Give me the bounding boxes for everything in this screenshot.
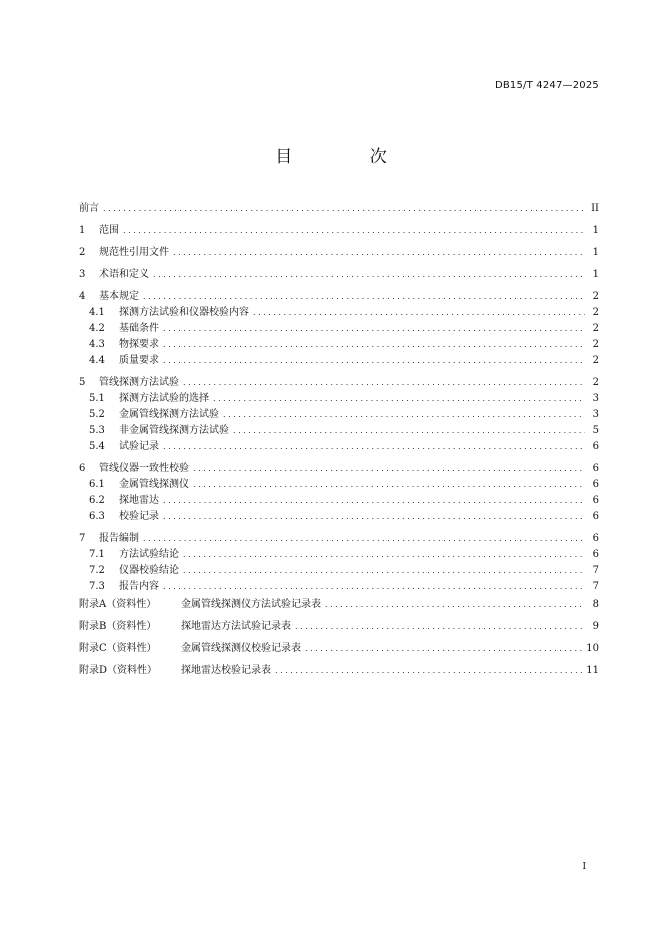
toc-entry-number: 4.4 xyxy=(89,355,105,366)
toc-leader-dots xyxy=(163,439,585,455)
toc-entry-title: 金属管线探测仪方法试验记录表 xyxy=(181,599,321,610)
toc-entry-number: 5.2 xyxy=(89,409,105,420)
toc-entry-number: 附录A（资料性） xyxy=(79,599,157,610)
toc-entry-title: 试验记录 xyxy=(119,441,159,452)
toc-entry-page: 2 xyxy=(592,323,599,334)
toc-entry-page: 1 xyxy=(592,269,599,280)
toc-entry-page: 6 xyxy=(592,441,599,452)
toc-entry-title: 探地雷达 xyxy=(119,495,159,506)
toc-leader-dots xyxy=(183,547,585,563)
toc-entry[interactable] xyxy=(79,477,599,493)
document-number: DB15/T 4247—2025 xyxy=(494,80,599,91)
toc-entry-number: 2 xyxy=(79,247,86,258)
toc-entry-number: 4.3 xyxy=(89,339,105,350)
toc-entry-number: 7.2 xyxy=(89,565,105,576)
toc-leader-dots xyxy=(183,563,585,579)
toc-entry[interactable] xyxy=(79,423,599,439)
toc-entry-page: 10 xyxy=(586,643,599,654)
toc-entry-title: 基础条件 xyxy=(119,323,159,334)
toc-entry-title: 前言 xyxy=(79,203,99,214)
toc-entry-number: 附录D（资料性） xyxy=(79,665,158,676)
toc-entry-number: 1 xyxy=(79,225,86,236)
toc-entry-page: 2 xyxy=(592,377,599,388)
toc-leader-dots xyxy=(163,493,585,509)
toc-entry-number: 6.2 xyxy=(89,495,105,506)
toc-entry[interactable] xyxy=(79,201,599,217)
toc-leader-dots xyxy=(163,321,585,337)
toc-entry-number: 4.2 xyxy=(89,323,105,334)
toc-entry-title: 报告编制 xyxy=(99,533,139,544)
toc-leader-dots xyxy=(143,289,585,305)
toc-leader-dots xyxy=(295,619,585,635)
page-title: 目 次 xyxy=(275,147,423,167)
toc-entry-number: 5.4 xyxy=(89,441,105,452)
toc-entry-number: 7 xyxy=(79,533,86,544)
toc-entry-page: 2 xyxy=(592,339,599,350)
toc-entry-page: 8 xyxy=(592,599,599,610)
toc-leader-dots xyxy=(103,201,585,217)
toc-leader-dots xyxy=(123,223,585,239)
toc-entry[interactable] xyxy=(79,305,599,321)
toc-entry-page: 3 xyxy=(592,409,599,420)
toc-leader-dots xyxy=(143,531,585,547)
toc-leader-dots xyxy=(153,267,585,283)
toc-leader-dots xyxy=(325,597,585,613)
toc-entry-title: 质量要求 xyxy=(119,355,159,366)
toc-entry[interactable] xyxy=(79,597,599,613)
toc-entry-page: 7 xyxy=(592,565,599,576)
toc-leader-dots xyxy=(183,375,585,391)
toc-entry[interactable] xyxy=(79,375,599,391)
toc-entry-title: 基本规定 xyxy=(99,291,139,302)
toc-entry-number: 4 xyxy=(79,291,86,302)
toc-entry-page: 2 xyxy=(592,291,599,302)
toc-entry[interactable] xyxy=(79,493,599,509)
toc-entry-number: 附录B（资料性） xyxy=(79,621,157,632)
toc-entry[interactable] xyxy=(79,531,599,547)
toc-entry[interactable] xyxy=(79,245,599,261)
toc-entry-page: 3 xyxy=(592,393,599,404)
toc-leader-dots xyxy=(275,663,582,679)
toc-entry-title: 探测方法试验的选择 xyxy=(119,393,209,404)
toc-entry[interactable] xyxy=(79,563,599,579)
toc-leader-dots xyxy=(163,353,585,369)
toc-entry[interactable] xyxy=(79,439,599,455)
toc-entry[interactable] xyxy=(79,641,599,657)
toc-entry[interactable] xyxy=(79,289,599,305)
toc-entry-number: 5.3 xyxy=(89,425,105,436)
toc-entry-number: 6.3 xyxy=(89,511,105,522)
toc-entry[interactable] xyxy=(79,619,599,635)
toc-entry-number: 7.3 xyxy=(89,581,105,592)
toc-leader-dots xyxy=(305,641,582,657)
toc-entry[interactable] xyxy=(79,337,599,353)
toc-entry-number: 4.1 xyxy=(89,307,105,318)
toc-entry-number: 7.1 xyxy=(89,549,105,560)
toc-entry-page: 1 xyxy=(592,225,599,236)
toc-leader-dots xyxy=(173,245,585,261)
toc-entry-number: 5 xyxy=(79,377,86,388)
toc-entry-page: II xyxy=(591,203,599,214)
toc-leader-dots xyxy=(193,461,585,477)
toc-entry[interactable] xyxy=(79,223,599,239)
toc-leader-dots xyxy=(163,337,585,353)
toc-entry-title: 探地雷达方法试验记录表 xyxy=(181,621,291,632)
toc-leader-dots xyxy=(163,579,585,595)
table-of-contents xyxy=(79,201,599,679)
toc-entry-title: 金属管线探测方法试验 xyxy=(119,409,219,420)
toc-entry-number: 3 xyxy=(79,269,86,280)
toc-entry-title: 规范性引用文件 xyxy=(99,247,169,258)
toc-leader-dots xyxy=(193,477,585,493)
toc-entry[interactable] xyxy=(79,267,599,283)
toc-entry-page: 6 xyxy=(592,511,599,522)
toc-entry-title: 探测方法试验和仪器校验内容 xyxy=(119,307,249,318)
toc-leader-dots xyxy=(223,407,585,423)
toc-entry-page: 6 xyxy=(592,533,599,544)
toc-entry[interactable] xyxy=(79,391,599,407)
toc-entry-title: 方法试验结论 xyxy=(119,549,179,560)
toc-entry-number: 6.1 xyxy=(89,479,105,490)
toc-entry[interactable] xyxy=(79,321,599,337)
page-number: I xyxy=(582,862,586,872)
toc-entry-page: 11 xyxy=(586,665,599,676)
toc-entry-title: 术语和定义 xyxy=(99,269,149,280)
toc-entry-page: 7 xyxy=(592,581,599,592)
toc-entry-page: 2 xyxy=(592,355,599,366)
toc-entry[interactable] xyxy=(79,461,599,477)
toc-entry-number: 附录C（资料性） xyxy=(79,643,157,654)
toc-entry-page: 6 xyxy=(592,463,599,474)
toc-entry-title: 金属管线探测仪 xyxy=(119,479,189,490)
toc-leader-dots xyxy=(233,423,585,439)
toc-leader-dots xyxy=(253,305,585,321)
toc-entry-title: 探地雷达校验记录表 xyxy=(181,665,271,676)
toc-entry-title: 管线仪器一致性校验 xyxy=(99,463,189,474)
toc-leader-dots xyxy=(163,509,585,525)
toc-entry-number: 6 xyxy=(79,463,86,474)
toc-entry-title: 金属管线探测仪校验记录表 xyxy=(181,643,301,654)
toc-entry[interactable] xyxy=(79,663,599,679)
toc-entry-title: 报告内容 xyxy=(119,581,159,592)
toc-entry[interactable] xyxy=(79,579,599,595)
toc-entry[interactable] xyxy=(79,509,599,525)
toc-entry-page: 6 xyxy=(592,479,599,490)
toc-entry[interactable] xyxy=(79,547,599,563)
toc-entry-title: 管线探测方法试验 xyxy=(99,377,179,388)
toc-entry-page: 6 xyxy=(592,549,599,560)
toc-entry[interactable] xyxy=(79,353,599,369)
toc-entry-number: 5.1 xyxy=(89,393,105,404)
toc-entry-title: 仪器校验结论 xyxy=(119,565,179,576)
toc-entry-page: 9 xyxy=(592,621,599,632)
toc-entry-title: 物探要求 xyxy=(119,339,159,350)
toc-entry-page: 6 xyxy=(592,495,599,506)
toc-entry-page: 1 xyxy=(592,247,599,258)
toc-entry-title: 非金属管线探测方法试验 xyxy=(119,425,229,436)
toc-entry-page: 5 xyxy=(592,425,599,436)
toc-leader-dots xyxy=(213,391,585,407)
toc-entry[interactable] xyxy=(79,407,599,423)
toc-entry-title: 范围 xyxy=(99,225,119,236)
toc-entry-title: 校验记录 xyxy=(119,511,159,522)
toc-entry-page: 2 xyxy=(592,307,599,318)
